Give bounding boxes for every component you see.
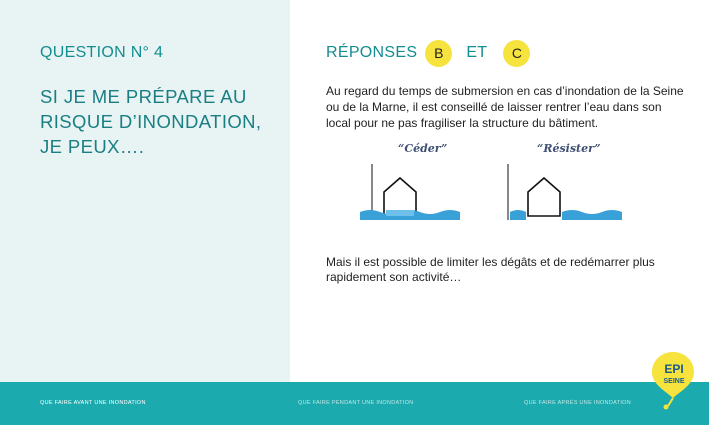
house-resister-icon (508, 164, 622, 220)
logo-line2: SEINE (663, 378, 685, 385)
footer-bar (0, 382, 709, 425)
answers-joiner: ET (466, 44, 488, 61)
answer-badge-c: C (503, 40, 530, 67)
answer-badge-b: B (425, 40, 452, 67)
epi-seine-logo (650, 350, 696, 410)
answers-row (326, 40, 530, 66)
footer-link-after[interactable]: QUE FAIRE APRÈS UNE INONDATION (524, 400, 631, 406)
explanation-paragraph-1: Au regard du temps de submersion en cas d’inondation de la Seine ou de la Marne, il est conseillé de laisser rentrer l’eau dans son local pour ne pas fragiliser la structure du bâtiment. (326, 84, 684, 130)
resister-label: “Résister” (537, 142, 601, 155)
footer-link-during[interactable]: QUE FAIRE PENDANT UNE INONDATION (298, 400, 414, 406)
water-right-right (562, 210, 622, 220)
water-right-left (510, 210, 526, 220)
question-text: SI JE ME PRÉPARE AU RISQUE D’INONDATION, JE PEUX…. (40, 86, 262, 157)
diagram-graphics (360, 142, 640, 230)
ceder-label: “Céder” (398, 142, 448, 155)
water-inside-house (386, 210, 414, 216)
footer-link-before[interactable]: QUE FAIRE AVANT UNE INONDATION (40, 400, 146, 406)
question-panel (0, 0, 290, 382)
flood-diagram (360, 142, 640, 230)
logo-line1: EPI (664, 362, 684, 376)
house-ceder-icon (360, 164, 460, 220)
explanation-paragraph-2: Mais il est possible de limiter les dégâts et de redémarrer plus rapidement son activité… (326, 255, 655, 284)
question-number: QUESTION N° 4 (40, 44, 164, 61)
answers-label: RÉPONSES (326, 44, 418, 61)
